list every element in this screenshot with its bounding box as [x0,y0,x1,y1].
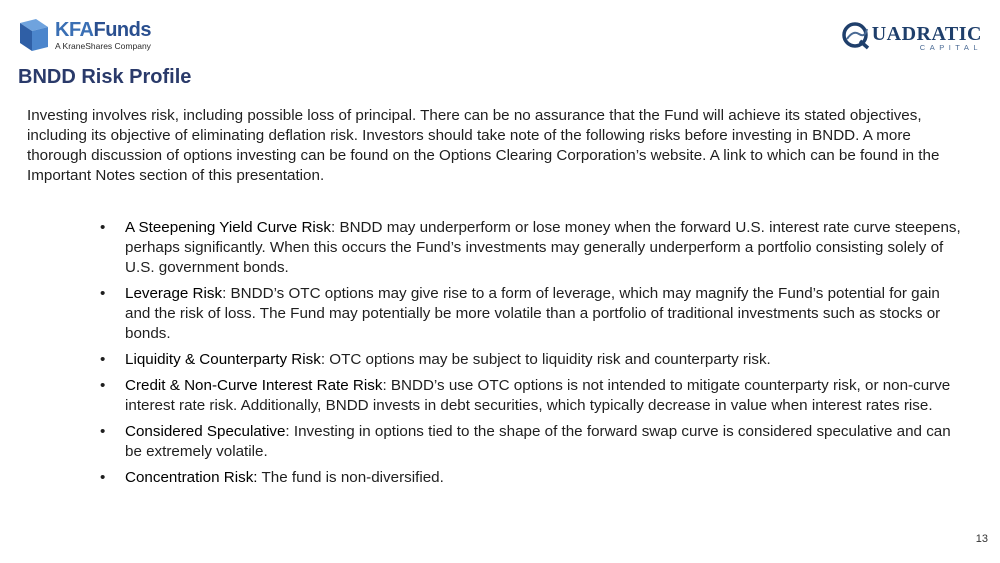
bullet-icon: • [100,377,106,394]
risk-term: Credit & Non-Curve Interest Rate Risk [125,377,383,394]
list-item [100,422,962,462]
page-number: 13 [975,533,988,545]
quadratic-capital-logo [841,20,982,50]
kfa-funds-logo [18,18,151,52]
quadratic-subtitle: CAPITAL [919,43,982,52]
list-item [100,350,962,370]
risk-term: Liquidity & Counterparty Risk [125,351,321,368]
risk-description: : Investing in options tied to the shape of the forward swap curve is considered speculative and can be extremely volatile. [125,423,951,460]
risk-term: Leverage Risk [125,285,223,302]
list-item [100,284,962,344]
intro-paragraph: Investing involves risk, including possible loss of principal. There can be no assurance that the Fund will achieve its stated objectives, including its objective of eliminating deflation risk. Investors should take note of the following risks before investing in BNDD. A more thorough discussion of options investing can be found on the Options Clearing Corporation’s website. A link to which can be found in the Important Notes section of this presentation. [27,107,940,184]
bullet-icon: • [100,351,106,368]
list-item [100,376,962,416]
risk-description: : OTC options may be subject to liquidity risk and counterparty risk. [320,351,771,368]
bullet-icon: • [100,469,106,486]
risk-description: : BNDD’s OTC options may give rise to a form of leverage, which may magnify the Fund’s potential for gain and the risk of loss. The Fund may potentially be more volatile than a portfolio of traditional investments such as stocks or bonds. [125,285,941,342]
risk-list [100,218,962,494]
risk-description: : BNDD’s use OTC options is not intended to mitigate counterparty risk, or non-curve interest rate risk. Additionally, BNDD invests in debt securities, which typically decrease in value when interest rates rise. [125,377,951,414]
risk-description: The fund is non-diversified. [257,469,444,486]
quadratic-q-icon [841,20,871,50]
risk-description: : BNDD may underperform or lose money when the forward U.S. interest rate curve steepens, perhaps significantly. When this occurs the Fund’s investments may generally underperform a portfolio consisting solely of U.S. government bonds. [125,219,961,276]
bullet-icon: • [100,423,106,440]
list-item [100,218,962,278]
kfa-tagline: A KraneShares Company [55,40,151,51]
quadratic-wordmark: UADRATIC [871,23,982,45]
bullet-icon: • [100,219,106,236]
page-title: BNDD Risk Profile [18,66,192,88]
kfa-cube-icon [18,19,50,51]
kfa-wordmark: KFAFunds [55,18,151,41]
risk-term: Concentration Risk: [125,469,258,486]
list-item [100,468,962,488]
risk-term: Considered Speculative [125,423,286,440]
bullet-icon: • [100,285,106,302]
risk-term: A Steepening Yield Curve Risk [125,219,331,236]
